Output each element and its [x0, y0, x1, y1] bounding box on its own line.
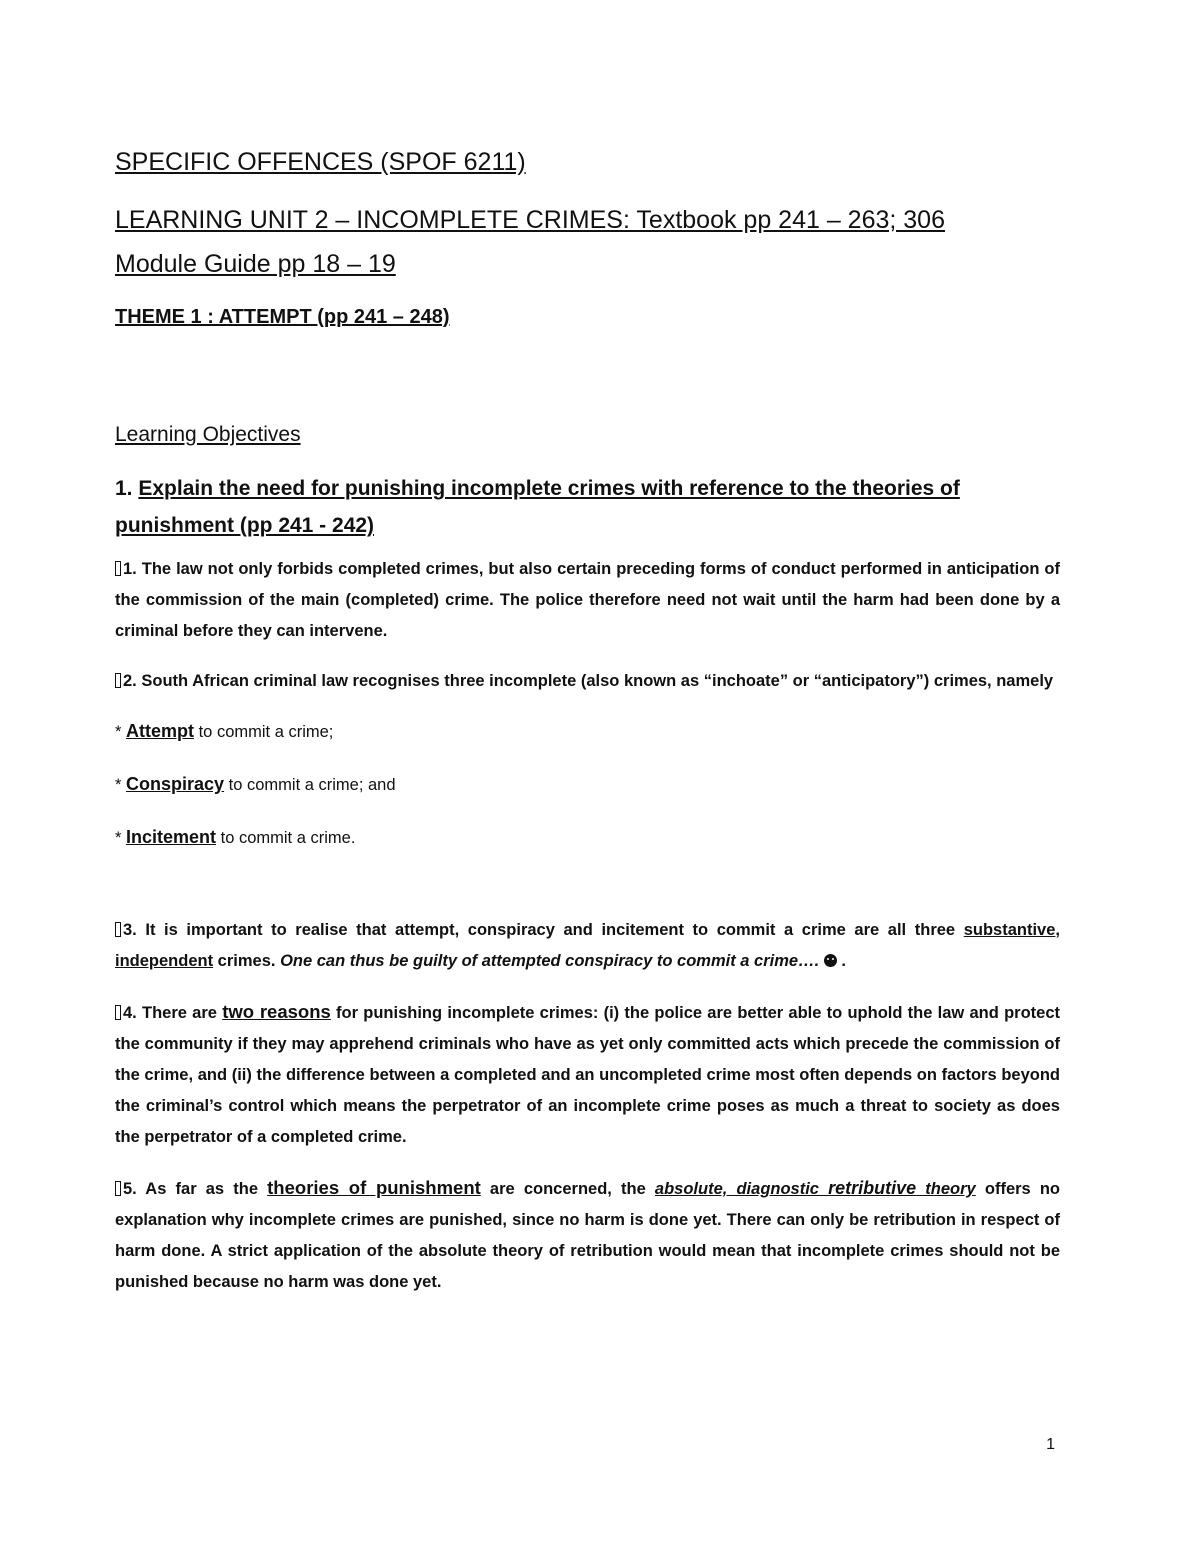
keyword-two-reasons: two reasons [222, 1001, 331, 1022]
paragraph-4 [115, 996, 1060, 1153]
paragraph-5-text-a: As far as the [145, 1180, 268, 1198]
theme-heading: THEME 1 : ATTEMPT (pp 241 – 248) [115, 306, 450, 328]
paragraph-5-italic-b: theory [916, 1180, 976, 1198]
list-keyword: Conspiracy [126, 774, 225, 794]
paragraph-2-text: South African criminal law recognises three incomplete (also known as “inchoate” or “anticipatory”) crimes, namely [141, 672, 1054, 690]
paragraph-1-text: The law not only forbids completed crimes, but also certain preceding forms of conduct performed in anticipation of the commission of the main (completed) crime. The police therefore need not wait until the harm had been done by a criminal before they can intervene. [115, 560, 1060, 640]
spacer [115, 875, 1060, 915]
paragraph-5-text-b: are concerned, the [480, 1180, 655, 1198]
list-text: to commit a crime. [216, 829, 356, 847]
paragraph-5 [115, 1172, 1060, 1298]
list-text: to commit a crime; [194, 723, 334, 741]
list-text: to commit a crime; and [224, 776, 396, 794]
objective-1-number: 1. [115, 477, 139, 500]
list-marker: * [115, 829, 127, 847]
list-item-conspiracy [115, 769, 1060, 801]
paragraph-1-number: 1. [123, 560, 142, 578]
document-title: SPECIFIC OFFENCES (SPOF 6211) [115, 148, 526, 176]
keyword-substantive: substantive [963, 921, 1056, 939]
learning-unit-line-2: Module Guide pp 18 – 19 [115, 250, 396, 278]
paragraph-3-end: . [836, 952, 846, 970]
paragraph-3-text-b: crimes. [213, 952, 281, 970]
objective-1 [115, 470, 1060, 544]
bullet-box-icon [115, 922, 121, 937]
paragraph-5-text-c: offers no explanation why incomplete crimes are punished, since no harm is done yet. There can only be retribution in respect of harm done. A strict application of the absolute theory of retribution would mean that incomplete crimes should not be punished because no harm was done yet. [115, 1180, 1061, 1291]
paragraph-3-text-a: It is important to realise that attempt, conspiracy and incitement to commit a crime are all three [145, 921, 964, 939]
paragraph-4-text-b: for punishing incomplete crimes: (i) the police are better able to uphold the law and protect the community if they may apprehend criminals who have as yet only committed acts which precede the commission of the crime, and (ii) the difference between a completed and an uncompleted crime most often depends on factors beyond the criminal’s control which means the perpetrator of an incomplete crime poses as much a threat to society as does the perpetrator of a completed crime. [115, 1004, 1060, 1146]
keyword-independent: independent [115, 952, 214, 970]
paragraph-2-number: 2. [123, 672, 142, 690]
document-body [115, 140, 1060, 1317]
list-item-attempt [115, 716, 1060, 748]
paragraph-4-number: 4. [123, 1004, 142, 1022]
paragraph-3-number: 3. [123, 921, 146, 939]
list-marker: * [115, 776, 127, 794]
paragraph-3-italic: One can thus be guilty of attempted conspiracy to commit a crime…. [280, 952, 820, 970]
learning-unit-heading [115, 198, 1060, 286]
paragraph-3 [115, 915, 1060, 977]
paragraph-1 [115, 554, 1060, 647]
page-number: 1 [1046, 1436, 1055, 1453]
bullet-box-icon [115, 1005, 121, 1020]
smiley-icon [824, 954, 837, 967]
list-keyword: Attempt [126, 721, 195, 741]
learning-unit-line-1: LEARNING UNIT 2 – INCOMPLETE CRIMES: Textbook pp 241 – 263; 306 [115, 206, 945, 234]
bullet-box-icon [115, 561, 121, 576]
paragraph-5-italic-a: absolute, diagnostic [654, 1180, 829, 1198]
paragraph-5-number: 5. [123, 1180, 146, 1198]
keyword-retributive: retributive [828, 1178, 917, 1198]
list-item-incitement [115, 822, 1060, 854]
paragraph-4-text-a: There are [142, 1004, 223, 1022]
list-keyword: Incitement [126, 827, 217, 847]
learning-objectives-heading: Learning Objectives [115, 423, 301, 446]
list-marker: * [115, 723, 127, 741]
keyword-theories-of-punishment: theories of punishment [267, 1177, 481, 1198]
paragraph-2 [115, 666, 1060, 697]
objective-1-text: Explain the need for punishing incomplete crimes with reference to the theories of punishment (pp 241 - 242) [115, 477, 960, 537]
separator: , [1055, 921, 1060, 939]
bullet-box-icon [115, 673, 121, 688]
bullet-box-icon [115, 1181, 121, 1196]
